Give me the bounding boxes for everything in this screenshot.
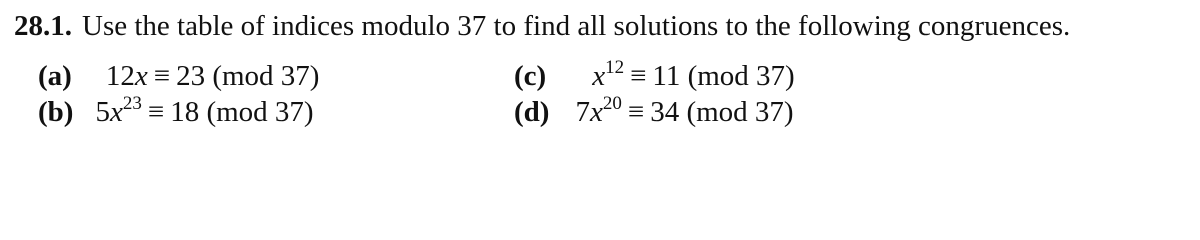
- part-d-coefficient: 7: [575, 96, 590, 128]
- part-a-congruence-symbol: ≡: [153, 60, 171, 92]
- part-b-coefficient: 5: [95, 96, 110, 128]
- part-d-congruence: [575, 94, 793, 130]
- part-c-label: (c): [514, 60, 547, 92]
- part-a: [38, 58, 319, 94]
- part-d-congruence-symbol: ≡: [627, 96, 645, 128]
- part-c-exponent: 12: [605, 57, 625, 78]
- part-d-label: (d): [514, 96, 550, 128]
- part-c-variable: x: [592, 60, 606, 92]
- part-c: [514, 58, 795, 94]
- part-c-congruence-symbol: ≡: [630, 60, 647, 92]
- part-a-label: (a): [38, 60, 72, 92]
- part-b-label: (b): [38, 96, 74, 128]
- part-d-rhs: 34 (mod 37): [650, 96, 794, 128]
- part-b-congruence-symbol: ≡: [147, 96, 165, 128]
- part-b: [38, 94, 314, 130]
- part-a-coefficient: 12: [105, 60, 135, 92]
- part-c-congruence: [592, 58, 795, 94]
- part-b-rhs: 18 (mod 37): [170, 96, 314, 128]
- part-a-congruence: [106, 58, 320, 94]
- problem-header: [14, 8, 1070, 44]
- part-c-rhs: 11 (mod 37): [652, 60, 795, 92]
- part-d-variable: x: [589, 96, 603, 128]
- problem-number: 28.1.: [14, 10, 72, 42]
- problem-statement: Use the table of indices modulo 37 to find all solutions to the following congruences.: [82, 10, 1071, 42]
- part-d-exponent: 20: [602, 93, 622, 114]
- part-a-rhs: 23 (mod 37): [176, 60, 320, 92]
- part-b-variable: x: [109, 96, 123, 128]
- part-d: [514, 94, 794, 130]
- part-b-congruence: [95, 94, 313, 130]
- part-b-exponent: 23: [122, 93, 142, 114]
- part-a-variable: x: [134, 60, 148, 92]
